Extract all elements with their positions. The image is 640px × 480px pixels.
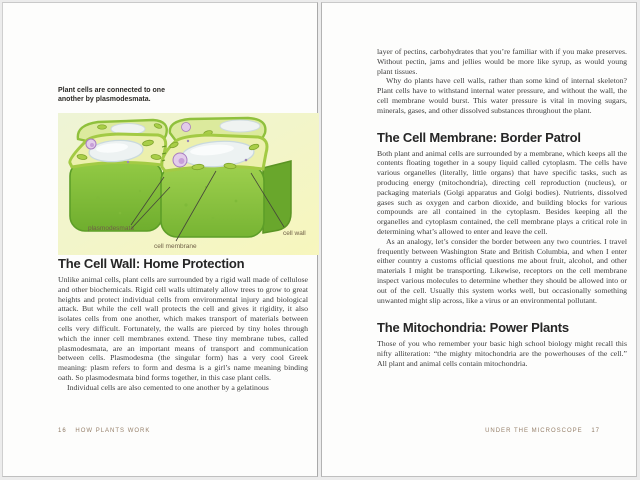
paragraph: layer of pectins, carbohydrates that you’re familiar with if you make preserves. Without pectin, jams and jellies would be more like syrup, as would young plant tissues. <box>377 47 627 76</box>
paragraph: Individual cells are also cemented to one another by a gelatinous <box>67 382 269 392</box>
label-plasmodesmata: plasmodesmata <box>88 225 134 232</box>
right-page-body <box>377 47 627 369</box>
left-page-footer <box>58 428 156 434</box>
front-cell-left <box>70 161 162 231</box>
section-heading-cell-wall: The Cell Wall: Home Protection <box>58 256 245 271</box>
figure-caption: Plant cells are connected to one another by plasmodesmata. <box>58 87 165 103</box>
page-number: 16 <box>58 428 67 434</box>
right-page-footer <box>479 428 600 434</box>
paragraph: Both plant and animal cells are surrounded by a membrane, which keeps all the contents floating together in a soupy liquid called cytoplasm. The cells have various organelles (literally, little organs) that have specific tasks, such as producing energy (mitochondria), directing cell reproduction (nucleus), or packaging materials (Golgi apparatus and Golgi bodies). Nutrients, dissolved gases such as oxygen and carbon dioxide, and building blocks for various compounds are all contained in the cytoplasm. Besides keeping all the organelles and cytoplasm contained, the cell membrane plays a critical role in determining what’s allowed to enter and leave the cell. <box>377 148 627 236</box>
right-page <box>321 2 637 477</box>
paragraph: Why do plants have cell walls, rather than some kind of internal skeleton? Plant cells have to withstand internal water pressure, and without the wall, the cell membrane would burst. This water pressure is vital in moving sugars, minerals, gases, and other dissolved substances throughout the plant. <box>377 76 627 115</box>
label-cell-wall: cell wall <box>283 230 306 237</box>
paragraph: Unlike animal cells, plant cells are surrounded by a rigid wall made of cellulose and other biochemicals. Rigid cell walls ultimately allow trees to grow to great heights and protect individual cells from environmental injury and biological attack. But while the cell wall protects the cell and gives it rigidity, it also isolates cells from one another, which makes transport of materials between cells very difficult. Fortunately, the walls are pierced by tiny holes through which the inner cell membranes extend. These tiny membrane tubes, called plasmodesmata, are an important means of transport and communication between cells. Plasmodesma (the singular form) has a very cool Greek meaning: plasm refers to form and desma is a girl’s name meaning binding oath. So plasmodesmata bind forms together, in this case plant cells. <box>58 275 308 382</box>
paragraph: Those of you who remember your basic high school biology might recall this nifty alliteration: “the mighty mitochondria are the powerhouses of the cell.” All plant and animal cells contain mitochondria. <box>377 339 627 368</box>
front-cell-center <box>161 165 264 237</box>
label-cell-membrane: cell membrane <box>154 243 197 250</box>
running-title: UNDER THE MICROSCOPE <box>485 428 583 434</box>
page-number: 17 <box>591 428 600 434</box>
plant-cell-diagram <box>58 113 319 255</box>
left-page <box>2 2 318 477</box>
running-title: HOW PLANTS WORK <box>75 428 151 434</box>
section-heading-cell-membrane: The Cell Membrane: Border Patrol <box>377 129 581 145</box>
plant-cell-illustration <box>58 113 319 255</box>
left-page-body <box>58 256 308 393</box>
side-face <box>263 161 291 233</box>
paragraph: As an analogy, let’s consider the border between any two countries. I travel frequently between Washington State and British Columbia, and when I enter either country a customs official questions me about fruit, alcohol, and other materials I might be transporting. Likewise, receptors on the cell membrane inspect various molecules to determine whether they should be allowed into or out of the cell. Usually this system works well, but occasionally something unwanted might slip across, like a virus or an environmental pollutant. <box>377 236 627 305</box>
section-heading-mitochondria: The Mitochondria: Power Plants <box>377 320 569 336</box>
